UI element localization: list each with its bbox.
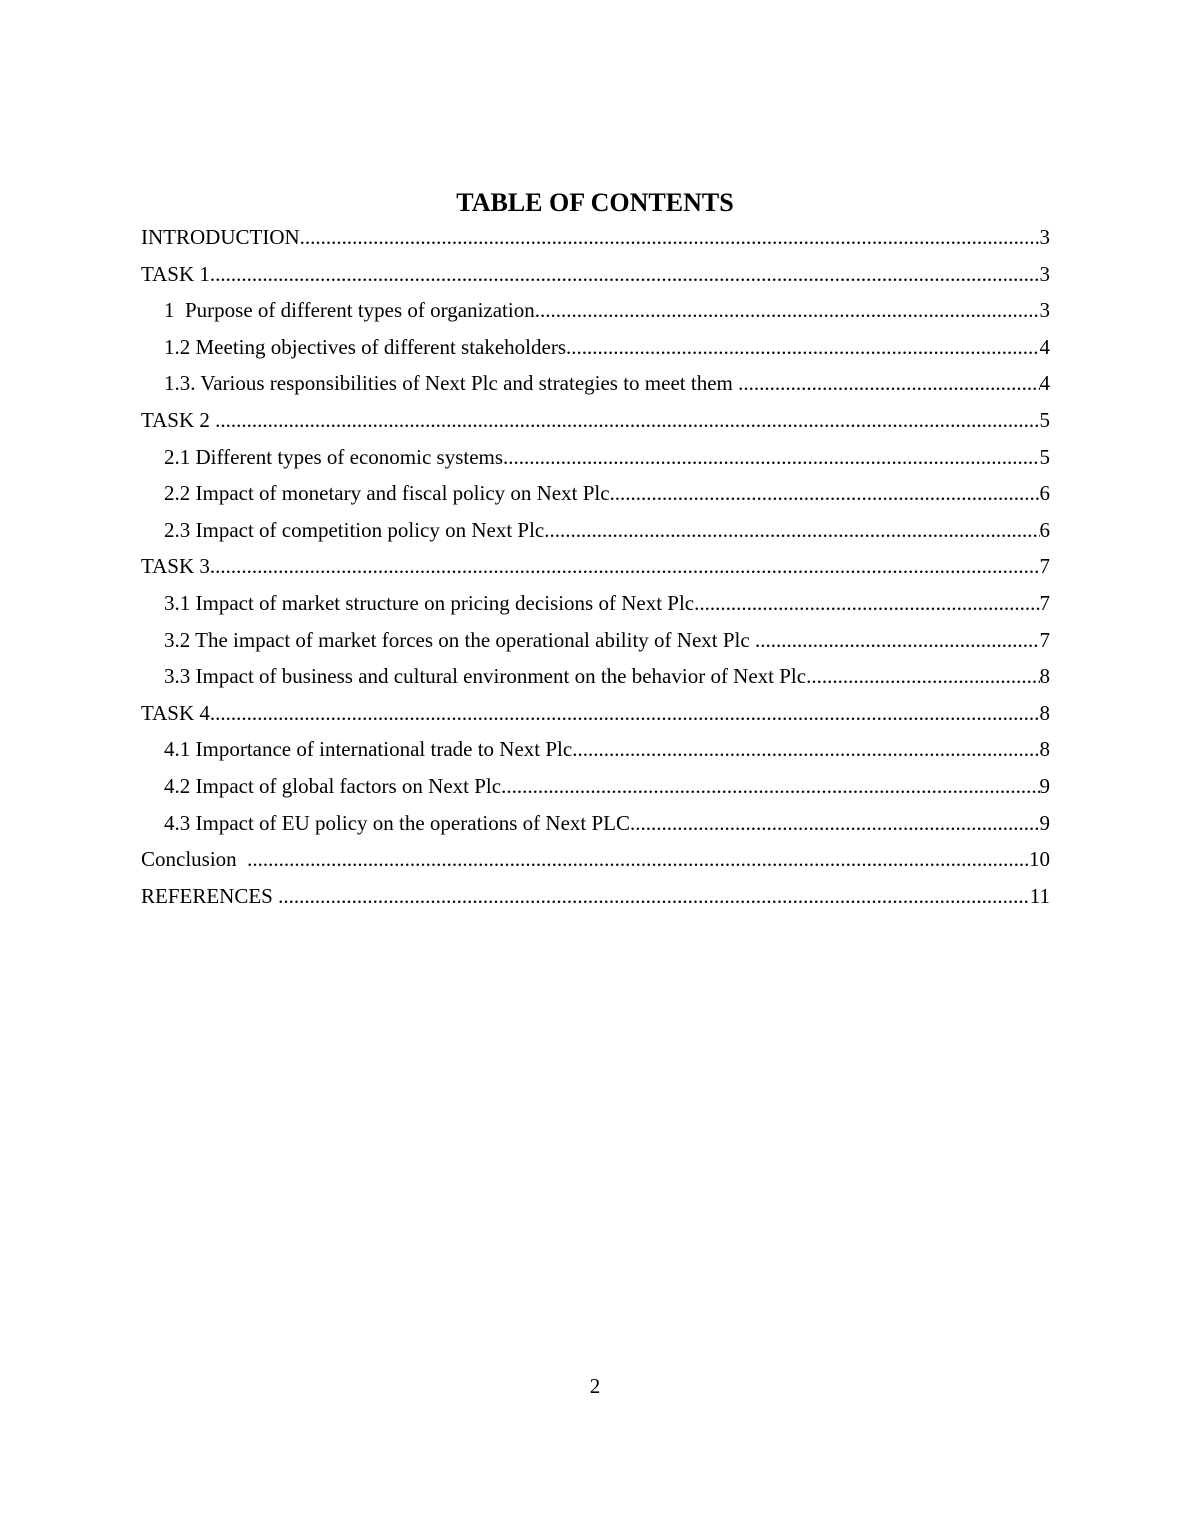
toc-entry-page: 10 (1029, 847, 1050, 872)
toc-entry-label: 4.3 Impact of EU policy on the operations of Next PLC (164, 810, 630, 835)
toc-entry-label: TASK 1 (141, 261, 210, 286)
toc-entry-page: 4 (1039, 334, 1050, 359)
toc-entry-label: 1 Purpose of different types of organization (164, 298, 535, 323)
toc-entry-page: 3 (1039, 261, 1050, 286)
toc-entry[interactable] (141, 806, 1050, 843)
toc-entry[interactable] (141, 293, 1050, 330)
toc-entry[interactable] (141, 842, 1050, 879)
toc-dot-leader (210, 549, 1040, 583)
toc-dot-leader (278, 879, 1030, 913)
toc-entry-page: 5 (1039, 444, 1050, 469)
toc-entry[interactable] (141, 330, 1050, 367)
toc-dot-leader (210, 257, 1040, 291)
toc-dot-leader (535, 293, 1040, 327)
toc-entry-label: 3.2 The impact of market forces on the operational ability of Next Plc (164, 627, 755, 652)
toc-entry-label: Conclusion (141, 847, 248, 872)
toc-entry-label: 2.2 Impact of monetary and fiscal policy on Next Plc (164, 481, 610, 506)
toc-title: TABLE OF CONTENTS (456, 188, 734, 217)
toc-dot-leader (572, 732, 1039, 766)
toc-entry-label: INTRODUCTION (141, 225, 300, 249)
toc-entry-label: TASK 3 (141, 554, 210, 579)
toc-entry-label: 2.1 Different types of economic systems (164, 444, 504, 469)
toc-entry-label: 4.1 Importance of international trade to Next Plc (164, 737, 573, 762)
toc-entry-page: 3 (1039, 225, 1050, 249)
toc-entry-label: TASK 4 (141, 700, 210, 725)
toc-entry[interactable] (141, 549, 1050, 586)
toc-entry[interactable] (141, 366, 1050, 403)
toc-entry[interactable] (141, 696, 1050, 733)
toc-dot-leader (738, 366, 1039, 400)
toc-dot-leader (806, 659, 1039, 693)
toc-entry[interactable] (141, 769, 1050, 806)
toc-entry-label: 3.3 Impact of business and cultural environment on the behavior of Next Plc (164, 664, 807, 689)
table-of-contents (141, 220, 1050, 915)
toc-dot-leader (503, 440, 1039, 474)
toc-entry-label: TASK 2 (141, 407, 216, 432)
toc-dot-leader (755, 623, 1040, 657)
toc-entry[interactable] (141, 623, 1050, 660)
toc-entry[interactable] (141, 586, 1050, 623)
toc-entry-label: 2.3 Impact of competition policy on Next Plc (164, 517, 545, 542)
toc-entry-page: 6 (1039, 481, 1050, 506)
toc-entry[interactable] (141, 257, 1050, 294)
toc-entry[interactable] (141, 476, 1050, 513)
toc-dot-leader (247, 842, 1029, 876)
toc-entry-page: 8 (1039, 664, 1050, 689)
toc-dot-leader (210, 696, 1040, 730)
toc-entry-label: 1.3. Various responsibilities of Next Plc and strategies to meet them (164, 371, 739, 396)
toc-dot-leader (501, 769, 1039, 803)
toc-dot-leader (300, 220, 1040, 254)
toc-entry-page: 8 (1039, 700, 1050, 725)
toc-entry-page: 9 (1039, 773, 1050, 798)
toc-entry-label: REFERENCES (141, 883, 279, 908)
toc-dot-leader (544, 513, 1039, 547)
toc-dot-leader (215, 403, 1039, 437)
toc-dot-leader (610, 476, 1040, 510)
toc-entry-page: 8 (1039, 737, 1050, 762)
toc-entry-page: 7 (1039, 590, 1050, 615)
toc-entry-page: 7 (1039, 627, 1050, 652)
toc-entry-label: 4.2 Impact of global factors on Next Plc (164, 773, 502, 798)
toc-dot-leader (566, 330, 1040, 364)
page-number: 2 (589, 1374, 601, 1398)
toc-dot-leader (630, 806, 1040, 840)
toc-entry[interactable] (141, 403, 1050, 440)
toc-entry-label: 1.2 Meeting objectives of different stakeholders (164, 334, 566, 359)
toc-entry-page: 3 (1039, 298, 1050, 323)
toc-entry-page: 9 (1039, 810, 1050, 835)
toc-entry[interactable] (141, 513, 1050, 550)
toc-dot-leader (694, 586, 1039, 620)
toc-entry-page: 11 (1029, 883, 1050, 908)
toc-entry-label: 3.1 Impact of market structure on pricing decisions of Next Plc (164, 590, 695, 615)
toc-entry-page: 6 (1039, 517, 1050, 542)
toc-entry-page: 7 (1039, 554, 1050, 579)
toc-entry[interactable] (141, 220, 1050, 257)
toc-entry-page: 4 (1039, 371, 1050, 396)
toc-entry[interactable] (141, 732, 1050, 769)
toc-entry[interactable] (141, 440, 1050, 477)
toc-entry[interactable] (141, 659, 1050, 696)
toc-entry-page: 5 (1039, 407, 1050, 432)
toc-entry[interactable] (141, 879, 1050, 916)
